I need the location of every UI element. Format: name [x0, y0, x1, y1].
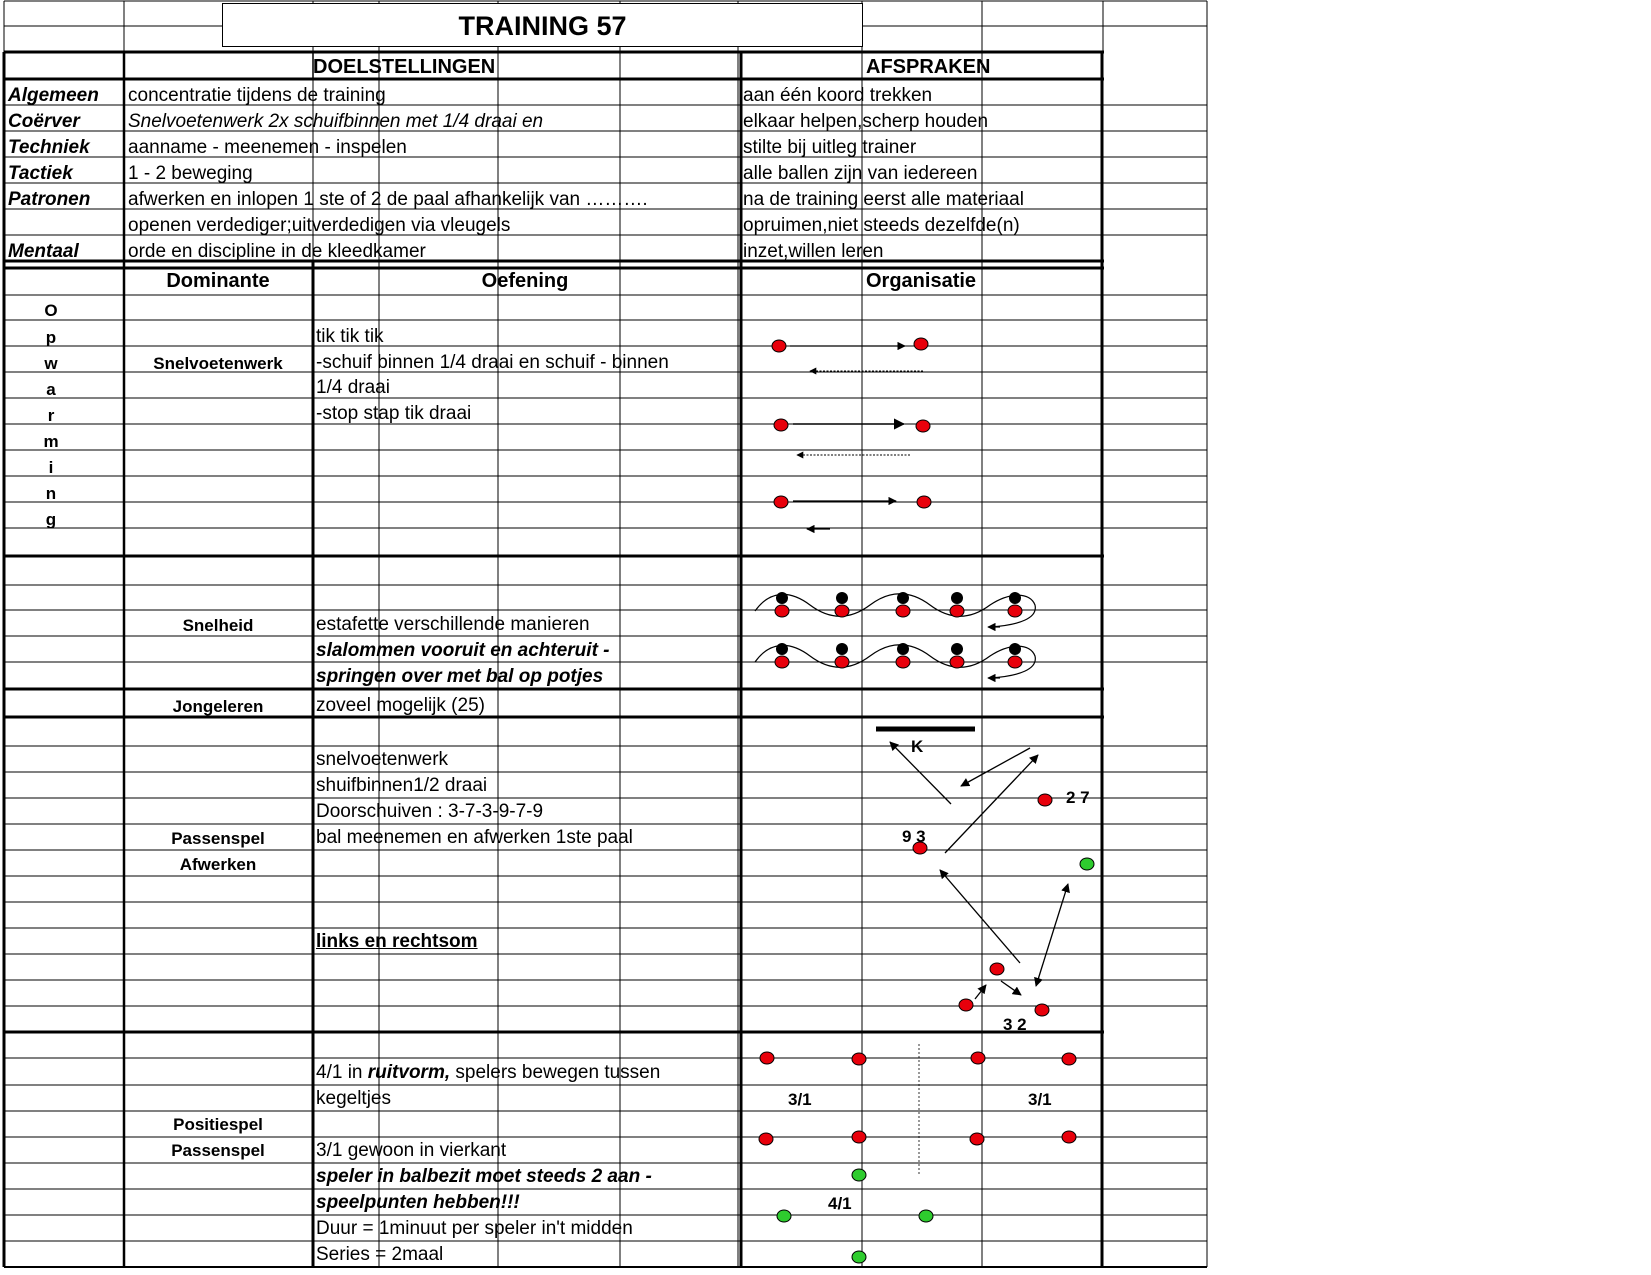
goal-label-k: K [911, 737, 924, 756]
slalom-cone [1009, 643, 1021, 655]
objective-agreement: aan één koord trekken [743, 85, 933, 106]
position-dominante-2: Passenspel [171, 1141, 265, 1160]
passing-line-2: shuifbinnen1/2 draai [316, 775, 488, 796]
speed-line-1: estafette verschillende manieren [316, 614, 590, 635]
speed-dominante: Snelheid [182, 616, 254, 635]
objective-goal: 1 - 2 beweging [128, 163, 253, 184]
position-dominante-1: Positiespel [173, 1115, 263, 1134]
position-line-1-prefix: 4/1 in [316, 1062, 368, 1083]
slalom-player [950, 656, 964, 668]
juggle-text: zoveel mogelijk (25) [316, 695, 485, 716]
objective-goal: openen verdediger;uitverdedigen via vleugels [128, 215, 511, 236]
objective-agreement: opruimen,niet steeds dezelfde(n) [743, 215, 1020, 236]
position-line-1-emphasis: ruitvorm, [367, 1062, 451, 1083]
opwarming-letter: p [45, 328, 57, 347]
objective-agreement: alle ballen zijn van iedereen [743, 163, 978, 184]
objective-label: Mentaal [8, 241, 79, 262]
afspraken-header: AFSPRAKEN [866, 56, 991, 78]
opwarming-letter: O [44, 301, 58, 320]
position-line-6: Duur = 1minuut per speler in't midden [316, 1218, 633, 1239]
objective-label: Coërver [8, 111, 80, 132]
objective-agreement: stilte bij uitleg trainer [743, 137, 917, 158]
warmup-line-1: tik tik tik [316, 326, 384, 347]
position-line-4: speler in balbezit moet steeds 2 aan - [316, 1166, 652, 1187]
slalom-player [835, 605, 849, 617]
position-diagram [747, 1044, 1101, 1263]
warmup-line-2: -schuif binnen 1/4 draai en schuif - binnen [316, 352, 669, 373]
objective-goal: aanname - meenemen - inspelen [128, 137, 407, 158]
slalom-players [775, 592, 1022, 668]
objective-label: Tactiek [8, 163, 73, 184]
slalom-cone [776, 592, 788, 604]
passing-line-1: snelvoetenwerk [316, 749, 449, 770]
formation-label-left: 3/1 [788, 1090, 812, 1109]
passing-line-4: bal meenemen en afwerken 1ste paal [316, 827, 633, 848]
position-line-5: speelpunten hebben!!! [316, 1192, 520, 1213]
opwarming-letter: i [48, 458, 54, 477]
slalom-player [835, 656, 849, 668]
warmup-line-4: -stop stap tik draai [316, 403, 472, 424]
page-title: TRAINING 57 [222, 3, 863, 47]
opwarming-letter: w [44, 354, 58, 373]
position-line-1 [316, 1062, 660, 1084]
opwarming-letter: r [47, 406, 55, 425]
position-line-7: Series = 2maal [316, 1244, 444, 1265]
objective-goal: orde en discipline in de kleedkamer [128, 241, 426, 262]
opwarming-letter: g [45, 510, 57, 529]
slalom-cone [951, 592, 963, 604]
opwarming-letter: n [45, 484, 57, 503]
objective-label: Techniek [8, 137, 90, 158]
slalom-cone [897, 592, 909, 604]
slalom-cone [951, 643, 963, 655]
slalom-cone [836, 643, 848, 655]
objective-goal: concentratie tijdens de training [128, 85, 386, 106]
position-line-3: 3/1 gewoon in vierkant [316, 1140, 507, 1161]
warmup-dominante: Snelvoetenwerk [153, 354, 283, 373]
passing-underline-note: links en rechtsom [316, 931, 478, 952]
speed-line-3: springen over met bal op potjes [316, 666, 604, 687]
slalom-player [950, 605, 964, 617]
objective-agreement: na de training eerst alle materiaal [743, 189, 1024, 210]
formation-label-center: 4/1 [828, 1194, 852, 1213]
slalom-player [896, 605, 910, 617]
player-label-93: 9 3 [902, 827, 926, 846]
slalom-cone [897, 643, 909, 655]
doelstellingen-header: DOELSTELLINGEN [313, 56, 496, 78]
formation-label-right: 3/1 [1028, 1090, 1052, 1109]
position-line-1-suffix: spelers bewegen tussen [450, 1062, 661, 1083]
slalom-cone [1009, 592, 1021, 604]
position-line-2: kegeltjes [316, 1088, 391, 1109]
slalom-cone [836, 592, 848, 604]
passing-line-3: Doorschuiven : 3-7-3-9-7-9 [316, 801, 544, 822]
passing-dominante-1: Passenspel [171, 829, 265, 848]
player-label-32: 3 2 [1003, 1015, 1027, 1034]
slalom-player [1008, 656, 1022, 668]
objective-label: Patronen [8, 189, 91, 210]
juggle-dominante: Jongeleren [172, 697, 264, 716]
slalom-player [775, 605, 789, 617]
dominante-header: Dominante [166, 270, 270, 292]
slalom-player [896, 656, 910, 668]
slalom-player [1008, 605, 1022, 617]
objective-agreement: elkaar helpen,scherp houden [743, 111, 989, 132]
opwarming-letter: a [46, 380, 56, 399]
passing-dominante-2: Afwerken [179, 855, 257, 874]
slalom-player [775, 656, 789, 668]
oefening-header: Oefening [481, 270, 569, 292]
player-label-27: 2 7 [1066, 788, 1090, 807]
opwarming-letter: m [43, 432, 59, 451]
speed-line-2: slalommen vooruit en achteruit - [316, 640, 610, 661]
warmup-line-3: 1/4 draai [316, 377, 390, 398]
objective-goal: afwerken en inlopen 1 ste of 2 de paal afhankelijk van ………. [128, 189, 648, 210]
objective-agreement: inzet,willen leren [743, 241, 884, 262]
warmup-diagram [772, 338, 931, 529]
objective-label: Algemeen [8, 85, 99, 106]
organisatie-header: Organisatie [866, 270, 977, 292]
objective-goal: Snelvoetenwerk 2x schuifbinnen met 1/4 draai en [128, 111, 544, 132]
slalom-cone [776, 643, 788, 655]
